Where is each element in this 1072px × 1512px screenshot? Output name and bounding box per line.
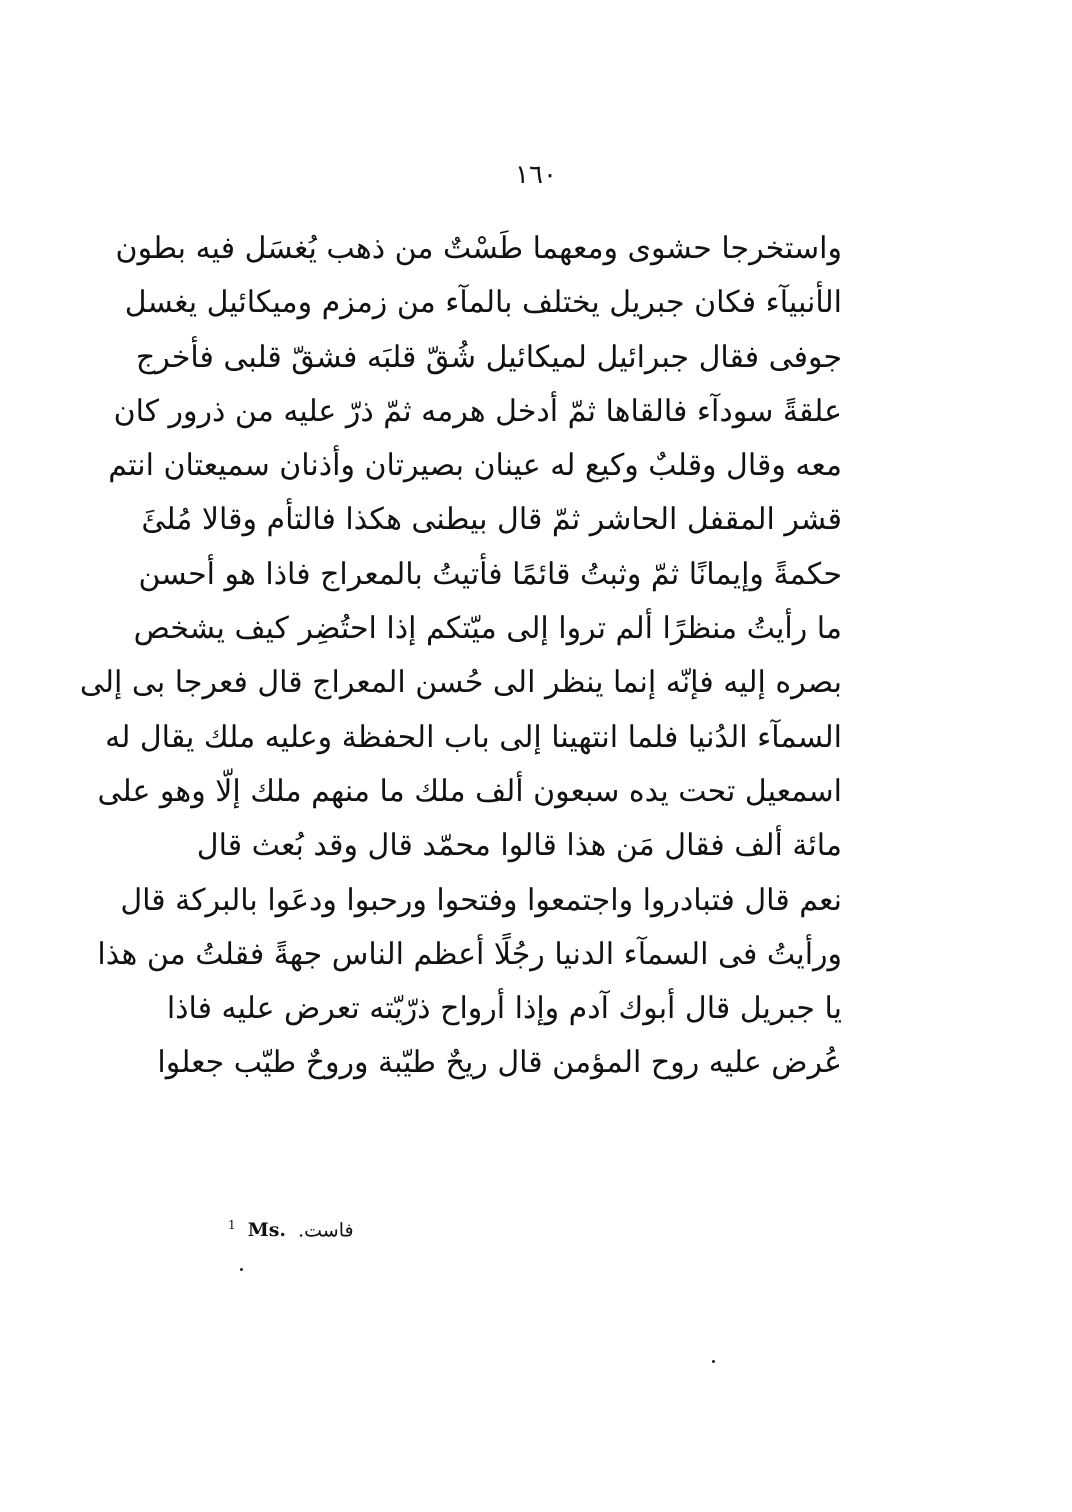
text-line: الأنبيآء فكان جبريل يختلف بالمآء من زمزم وميكائيل يغسل (124, 285, 842, 321)
text-line: السمآء الدُنيا فلما انتهينا إلى باب الحفظة وعليه ملك يقال له (105, 719, 842, 755)
text-line: نعم قال فتبادروا واجتمعوا وفتحوا ورحبوا ودعَوا بالبركة قال (120, 882, 842, 918)
scan-speck (240, 1268, 243, 1271)
text-line: ورأيتُ فى السمآء الدنيا رجُلًا أعظم الناس جهةً فقلتُ من هذا (97, 936, 842, 972)
footnote-mark: 1 (228, 1218, 236, 1232)
text-line: بصره إليه فإنّه إنما ينظر الى حُسن المعراج قال فعرجا بى إلى (79, 665, 842, 701)
footnote (228, 1218, 354, 1241)
body-text (79, 222, 842, 1091)
text-line: اسمعيل تحت يده سبعون ألف ملك ما منهم ملك إلّا وهو على (97, 773, 842, 809)
text-line: واستخرجا حشوى ومعهما طَسْتٌ من ذهب يُغسَل فيه بطون (115, 231, 842, 266)
text-line: يا جبريل قال أبوك آدم وإذا أرواح ذرّيّته تعرض عليه فاذا (166, 991, 842, 1027)
text-line: عُرض عليه روح المؤمن قال ريحٌ طيّبة وروحٌ طيّب جعلوا (157, 1045, 842, 1081)
text-line: جوفى فقال جبرائيل لميكائيل شُقّ قلبَه فشقّ قلبى فأخرج (135, 339, 842, 375)
page-number: ١٦٠ (515, 160, 557, 190)
text-line: ما رأيتُ منظرًا ألم تروا إلى ميّتكم إذا احتُضِر كيف يشخص (133, 611, 842, 647)
scan-speck (712, 1360, 715, 1363)
footnote-label: Ms. (247, 1219, 287, 1242)
text-line: مائة ألف فقال مَن هذا قالوا محمّد قال وقد بُعث قال (196, 828, 842, 864)
text-line: معه وقال وقلبٌ وكيع له عينان بصيرتان وأذنان سميعتان انتم (108, 448, 842, 484)
text-line: قشر المقفل الحاشر ثمّ قال بيطنى هكذا فالتأم وقالا مُلئَ (141, 502, 842, 538)
text-line: علقةً سودآء فالقاها ثمّ أدخل هرمه ثمّ ذرّ عليه من ذرور كان (113, 393, 842, 429)
text-line: حكمةً وإيمانًا ثمّ وثبتُ قائمًا فأتيتُ بالمعراج فاذا هو أحسن (138, 556, 842, 592)
footnote-text: فاست. (298, 1219, 354, 1242)
